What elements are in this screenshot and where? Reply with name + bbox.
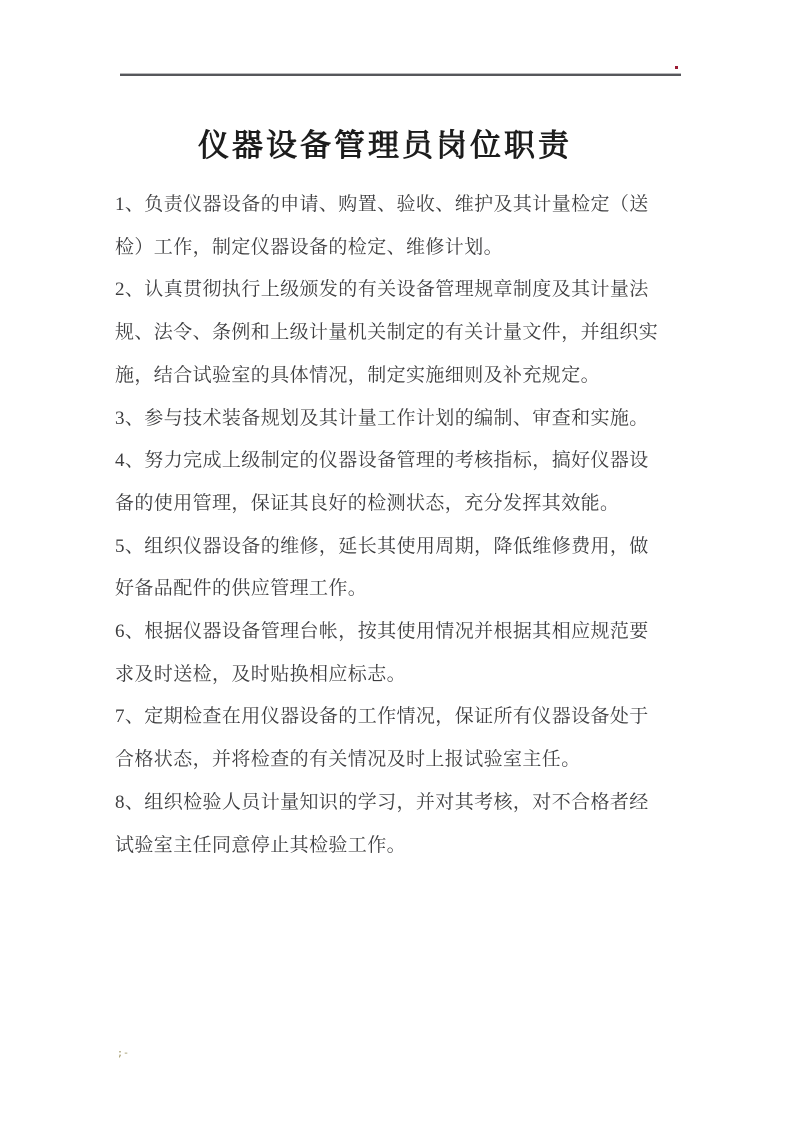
paragraph-line: 7、定期检查在用仪器设备的工作情况，保证所有仪器设备处于 (115, 706, 649, 728)
paragraph-3 (115, 398, 655, 441)
paragraph-line: 备的使用管理，保证其良好的检测状态，充分发挥其效能。 (115, 492, 620, 514)
page-title: 仪器设备管理员岗位职责 (198, 127, 572, 163)
paragraph-7 (115, 696, 655, 781)
paragraph-line: 好备品配件的供应管理工作。 (115, 578, 368, 600)
paragraph-line: 1、负责仪器设备的申请、购置、验收、维护及其计量检定（送 (115, 194, 649, 215)
paragraph-6 (115, 611, 655, 696)
paragraph-line: 2、认真贯彻执行上级颁发的有关设备管理规章制度及其计量法 (115, 279, 649, 301)
footer-artifact-mark: ;- (117, 1048, 130, 1059)
paragraph-line: 规、法令、条例和上级计量机关制定的有关计量文件，并组织实 (115, 322, 659, 344)
paragraph-line: 施，结合试验室的具体情况，制定实施细则及补充规定。 (115, 364, 601, 386)
paragraph-8 (115, 782, 655, 867)
paragraph-line: 5、组织仪器设备的维修，延长其使用周期，降低维修费用，做 (115, 535, 649, 557)
paragraph-line: 求及时送检，及时贴换相应标志。 (115, 663, 407, 685)
paragraph-line: 6、根据仪器设备管理台帐，按其使用情况并根据其相应规范要 (115, 621, 649, 643)
paragraph-line: 8、组织检验人员计量知识的学习，并对其考核，对不合格者经 (115, 791, 649, 813)
header-rule (120, 73, 681, 76)
paragraph-line: 合格状态，并将检查的有关情况及时上报试验室主任。 (115, 749, 581, 771)
paragraph-1 (115, 184, 655, 269)
paragraph-5 (115, 526, 655, 611)
document-body (115, 184, 659, 867)
paragraph-line: 3、参与技术装备规划及其计量工作计划的编制、审查和实施。 (115, 407, 649, 429)
paragraph-2 (115, 269, 659, 397)
paragraph-line: 试验室主任同意停止其检验工作。 (115, 834, 407, 856)
paragraph-line: 检）工作，制定仪器设备的检定、维修计划。 (115, 236, 504, 258)
header-red-dot (675, 66, 678, 69)
paragraph-line: 4、努力完成上级制定的仪器设备管理的考核指标，搞好仪器设 (115, 450, 649, 472)
paragraph-4 (115, 440, 655, 525)
